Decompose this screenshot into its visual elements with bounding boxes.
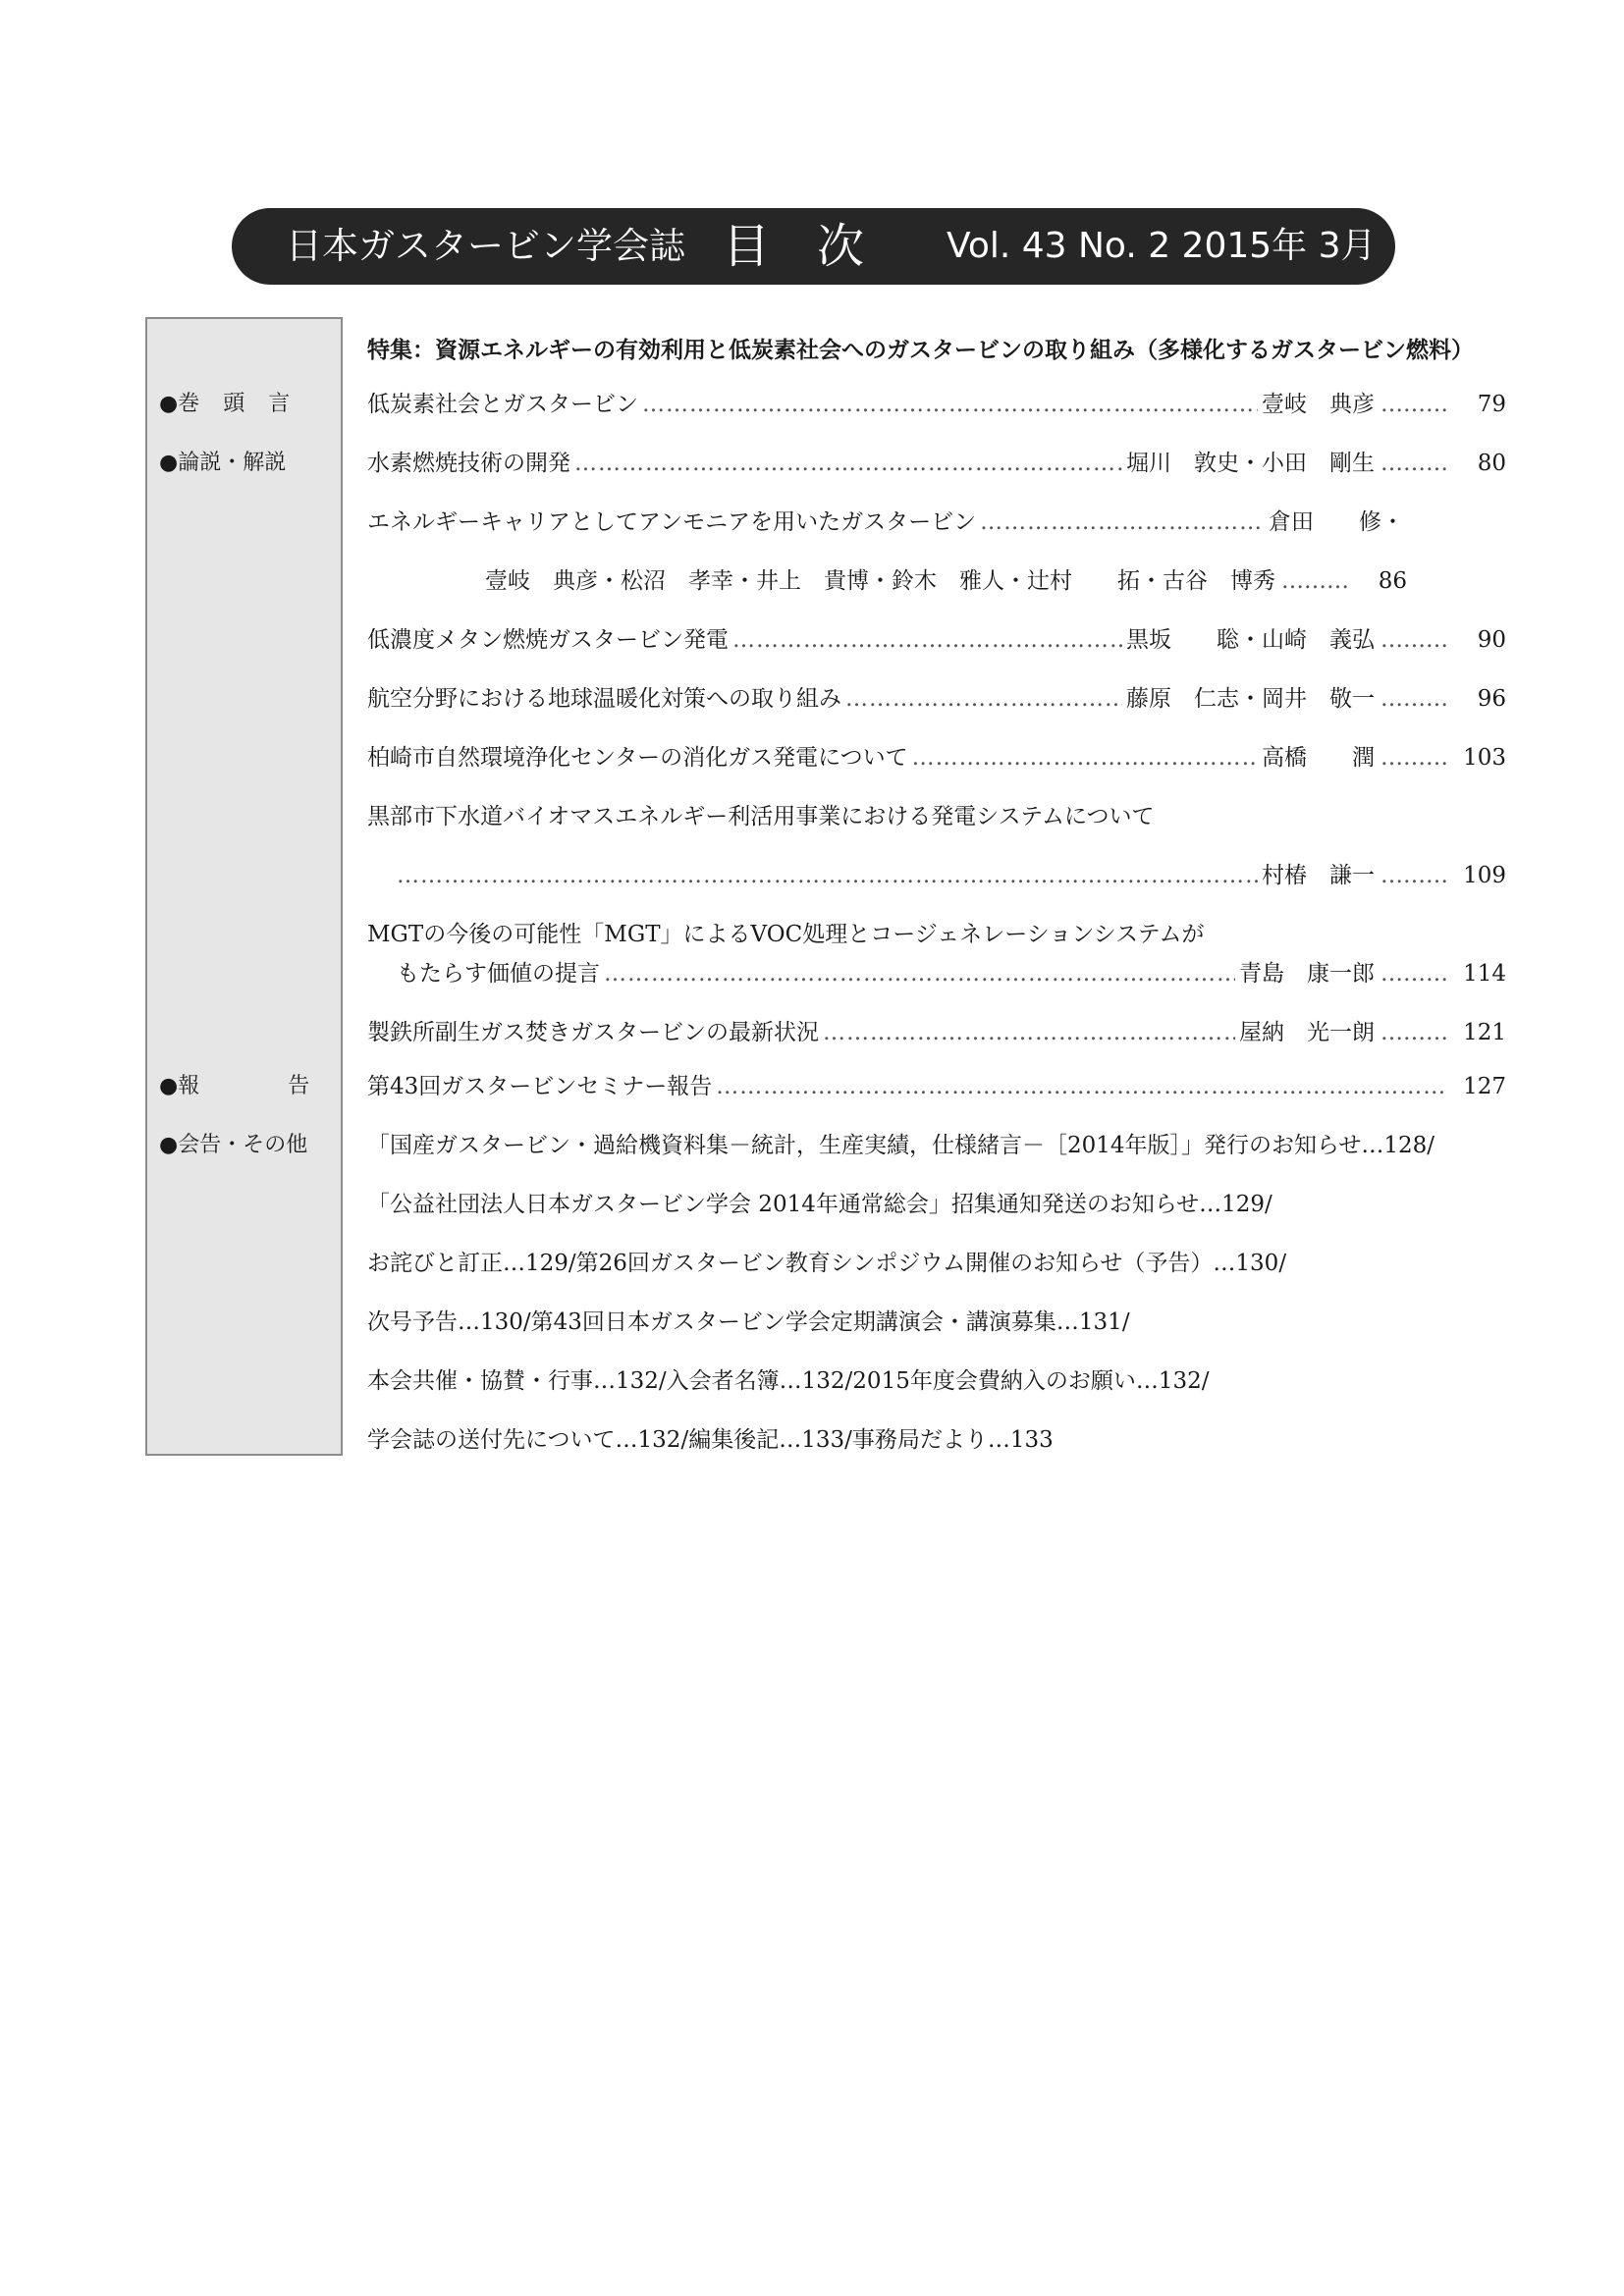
entry-page: 86 [1378,568,1407,594]
entry-author: 青島 康一郎 [1239,961,1375,987]
entry-author: 村椿 謙一 [1262,863,1375,888]
toc-entry-continued[interactable] [485,566,1506,596]
leader-dots [716,1072,1447,1101]
leader-dots [1380,959,1449,988]
entry-author: 藤原 仁志・岡井 敬一 [1126,686,1375,712]
leader-dots [604,959,1235,988]
category-sidebar [145,317,343,1456]
toc-entry[interactable]: 黒部市下水道バイオマスエネルギー利活用事業における発電システムについて [367,804,1155,829]
entry-author: 高橋 潤 [1262,745,1375,771]
entry-page: 103 [1463,745,1506,771]
entry-author: 堀川 敦史・小田 剛生 [1126,451,1375,476]
entry-title: 低炭素社会とガスタービン [367,392,638,417]
leader-dots [574,449,1122,478]
leader-dots [1380,684,1449,714]
notice-line[interactable]: 「公益社団法人日本ガスタービン学会 2014年通常総会」招集通知発送のお知らせ…129/ [367,1192,1272,1217]
toc-entry[interactable] [367,1072,1506,1101]
entry-author: 壹岐 典彦・松沼 孝幸・井上 貴博・鈴木 雅人・辻村 拓・古谷 博秀 [485,568,1275,594]
toc-entry-continued[interactable] [397,861,1506,890]
category-ronsetsu: ●論説・解説 [159,451,287,475]
volume-info: Vol. 43 No. 2 2015年 3月 [947,226,1377,266]
journal-title: 日本ガスタービン学会誌 [286,225,685,267]
entry-title: 柏崎市自然環境浄化センターの消化ガス発電について [367,745,908,771]
entry-page: 79 [1477,392,1506,417]
leader-dots [732,625,1122,655]
entry-title: 製鉄所副生ガス焚きガスタービンの最新状況 [367,1020,819,1045]
toc-entry[interactable] [367,507,1506,537]
notice-line[interactable]: 本会共催・協賛・行事…132/入会者名簿…132/2015年度会費納入のお願い…132/ [367,1368,1210,1394]
toc-entry[interactable]: MGTの今後の可能性「MGT」によるVOC処理とコージェネレーションシステムが [367,922,1205,947]
title-banner [232,208,1395,285]
leader-dots [980,507,1265,537]
entry-page: 121 [1463,1020,1506,1045]
notice-line[interactable]: 次号予告…130/第43回日本ガスタービン学会定期講演会・講演募集…131/ [367,1309,1130,1335]
entry-title: 低濃度メタン燃焼ガスタービン発電 [367,627,729,653]
entry-page: 90 [1477,627,1506,653]
leader-dots [1380,625,1449,655]
leader-dots [823,1018,1235,1047]
leader-dots [1380,861,1449,890]
category-houkoku: ●報 告 [159,1074,310,1098]
toc-entry-continued[interactable] [397,959,1506,988]
entry-title: エネルギーキャリアとしてアンモニアを用いたガスタービン [367,509,977,535]
leader-dots [642,390,1258,419]
toc-entry[interactable] [367,449,1506,478]
leader-dots [1281,566,1350,596]
entry-page: 109 [1463,863,1506,888]
notice-line[interactable]: 学会誌の送付先について…132/編集後記…133/事務局だより…133 [367,1427,1054,1453]
toc-entry[interactable] [367,743,1506,773]
special-issue-title: 特集：資源エネルギーの有効利用と低炭素社会へのガスタービンの取り組み（多様化するガスタービン燃料） [367,338,1474,363]
entry-title: 航空分野における地球温暖化対策への取り組み [367,686,841,712]
leader-dots [845,684,1122,714]
notice-line[interactable]: お詫びと訂正…129/第26回ガスタービン教育シンポジウム開催のお知らせ（予告）…130/ [367,1251,1287,1276]
entry-page: 114 [1463,961,1506,987]
entry-title: 水素燃焼技術の開発 [367,451,570,476]
contents-heading: 目 次 [723,219,865,274]
leader-dots [1380,449,1449,478]
toc-entry[interactable] [367,1018,1506,1047]
entry-page: 80 [1477,451,1506,476]
entry-page: 127 [1463,1074,1506,1099]
entry-author: 壹岐 典彦 [1262,392,1375,417]
entry-author: 屋納 光一朗 [1239,1020,1375,1045]
leader-dots [1380,743,1449,773]
leader-dots [1380,390,1449,419]
entry-author: 黒坂 聡・山崎 義弘 [1126,627,1375,653]
toc-entry[interactable] [367,390,1506,419]
entry-title: 第43回ガスタービンセミナー報告 [367,1074,713,1099]
category-kaikoku: ●会告・その他 [159,1133,308,1157]
category-kanto: ●巻 頭 言 [159,392,291,416]
leader-dots [912,743,1258,773]
entry-page: 96 [1477,686,1506,712]
leader-dots [1380,1018,1449,1047]
notice-line[interactable]: 「国産ガスタービン・過給機資料集－統計，生産実績，仕様緒言－［2014年版］」発行のお知らせ…128/ [367,1133,1435,1158]
toc-entry[interactable] [367,625,1506,655]
toc-entry[interactable] [367,684,1506,714]
leader-dots [397,861,1258,890]
entry-title: もたらす価値の提言 [397,961,600,987]
entry-author: 倉田 修・ [1269,509,1404,535]
